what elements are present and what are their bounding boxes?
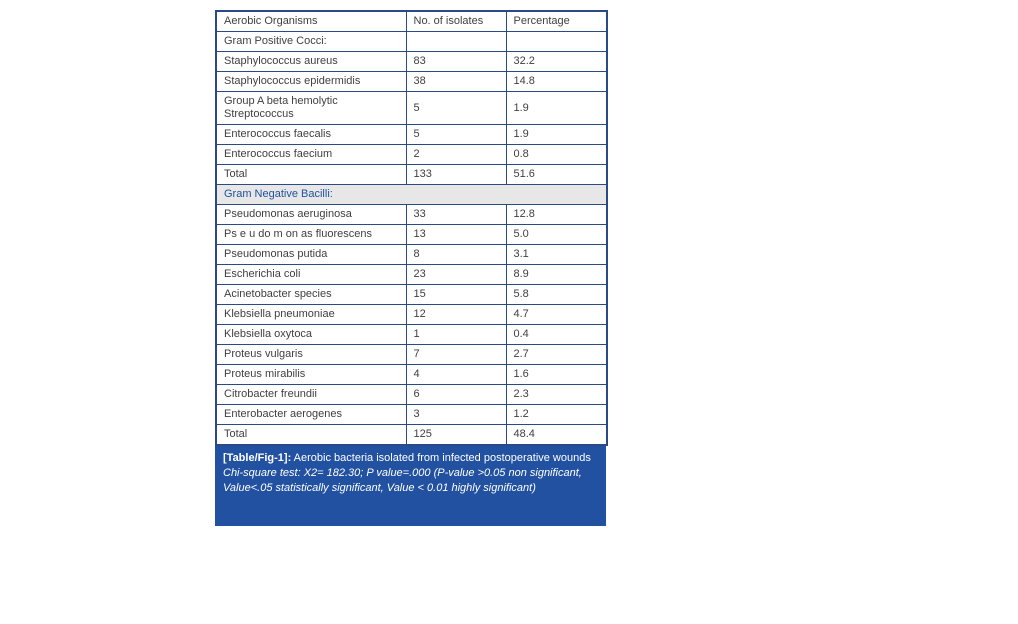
percentage-cell: 3.1 <box>506 245 607 265</box>
table-header <box>216 11 607 32</box>
isolates-cell: 3 <box>406 405 506 425</box>
percentage-cell: 1.2 <box>506 405 607 425</box>
caption-tag: [Table/Fig-1]: <box>223 452 292 464</box>
table-row <box>216 285 607 305</box>
col-header-isolates: No. of isolates <box>406 11 506 32</box>
table-row <box>216 145 607 165</box>
organism-cell: Klebsiella oxytoca <box>216 325 406 345</box>
percentage-cell: 32.2 <box>506 52 607 72</box>
percentage-cell: 12.8 <box>506 205 607 225</box>
organism-cell: Citrobacter freundii <box>216 385 406 405</box>
table-figure <box>215 10 606 526</box>
organism-cell: Staphylococcus aureus <box>216 52 406 72</box>
isolates-cell: 133 <box>406 165 506 185</box>
organism-cell: Enterococcus faecium <box>216 145 406 165</box>
organism-cell: Ps e u do m on as fluorescens <box>216 225 406 245</box>
organism-cell: Total <box>216 165 406 185</box>
table-row <box>216 72 607 92</box>
aerobic-organisms-table <box>215 10 608 446</box>
percentage-cell: 1.9 <box>506 125 607 145</box>
caption-stats: Chi-square test: X2= 182.30; P value=.000 (P-value >0.05 non significant, Value<.05 statistically significant, Value < 0.01 highly significant) <box>223 467 582 494</box>
table-row <box>216 205 607 225</box>
col-header-organisms: Aerobic Organisms <box>216 11 406 32</box>
table-row <box>216 185 607 205</box>
table-body <box>216 32 607 446</box>
organism-cell: Escherichia coli <box>216 265 406 285</box>
organism-cell: Pseudomonas aeruginosa <box>216 205 406 225</box>
isolates-cell: 125 <box>406 425 506 446</box>
percentage-cell: 8.9 <box>506 265 607 285</box>
organism-cell: Total <box>216 425 406 446</box>
organism-cell: Acinetobacter species <box>216 285 406 305</box>
isolates-cell: 33 <box>406 205 506 225</box>
organism-cell: Pseudomonas putida <box>216 245 406 265</box>
organism-cell: Klebsiella pneumoniae <box>216 305 406 325</box>
table-row <box>216 245 607 265</box>
isolates-cell: 4 <box>406 365 506 385</box>
table-row <box>216 325 607 345</box>
table-caption <box>215 446 606 526</box>
isolates-cell: 23 <box>406 265 506 285</box>
isolates-cell: 83 <box>406 52 506 72</box>
caption-title-line <box>223 451 598 466</box>
percentage-cell: 48.4 <box>506 425 607 446</box>
organism-cell: Group A beta hemolytic Streptococcus <box>216 92 406 125</box>
table-row <box>216 385 607 405</box>
isolates-cell: 5 <box>406 92 506 125</box>
isolates-cell: 12 <box>406 305 506 325</box>
table-row <box>216 32 607 52</box>
percentage-cell: 2.3 <box>506 385 607 405</box>
isolates-cell: 1 <box>406 325 506 345</box>
organism-cell: Enterococcus faecalis <box>216 125 406 145</box>
isolates-cell: 15 <box>406 285 506 305</box>
caption-title: Aerobic bacteria isolated from infected postoperative wounds <box>291 452 591 464</box>
isolates-cell <box>406 32 506 52</box>
percentage-cell <box>506 32 607 52</box>
percentage-cell: 0.4 <box>506 325 607 345</box>
percentage-cell: 4.7 <box>506 305 607 325</box>
isolates-cell: 5 <box>406 125 506 145</box>
percentage-cell: 1.9 <box>506 92 607 125</box>
header-row <box>216 11 607 32</box>
percentage-cell: 5.0 <box>506 225 607 245</box>
table-row <box>216 125 607 145</box>
organism-cell: Proteus vulgaris <box>216 345 406 365</box>
table-row <box>216 225 607 245</box>
percentage-cell: 2.7 <box>506 345 607 365</box>
percentage-cell: 1.6 <box>506 365 607 385</box>
organism-cell: Staphylococcus epidermidis <box>216 72 406 92</box>
percentage-cell: 51.6 <box>506 165 607 185</box>
percentage-cell: 0.8 <box>506 145 607 165</box>
table-row <box>216 165 607 185</box>
table-row <box>216 405 607 425</box>
table-row <box>216 365 607 385</box>
isolates-cell: 8 <box>406 245 506 265</box>
section-label: Gram Negative Bacilli: <box>216 185 607 205</box>
isolates-cell: 7 <box>406 345 506 365</box>
table-row <box>216 425 607 446</box>
table-row <box>216 305 607 325</box>
table-row <box>216 265 607 285</box>
percentage-cell: 5.8 <box>506 285 607 305</box>
table-row <box>216 345 607 365</box>
isolates-cell: 2 <box>406 145 506 165</box>
table-row <box>216 92 607 125</box>
isolates-cell: 6 <box>406 385 506 405</box>
organism-cell: Proteus mirabilis <box>216 365 406 385</box>
organism-cell: Gram Positive Cocci: <box>216 32 406 52</box>
col-header-percentage: Percentage <box>506 11 607 32</box>
isolates-cell: 13 <box>406 225 506 245</box>
percentage-cell: 14.8 <box>506 72 607 92</box>
isolates-cell: 38 <box>406 72 506 92</box>
table-row <box>216 52 607 72</box>
organism-cell: Enterobacter aerogenes <box>216 405 406 425</box>
